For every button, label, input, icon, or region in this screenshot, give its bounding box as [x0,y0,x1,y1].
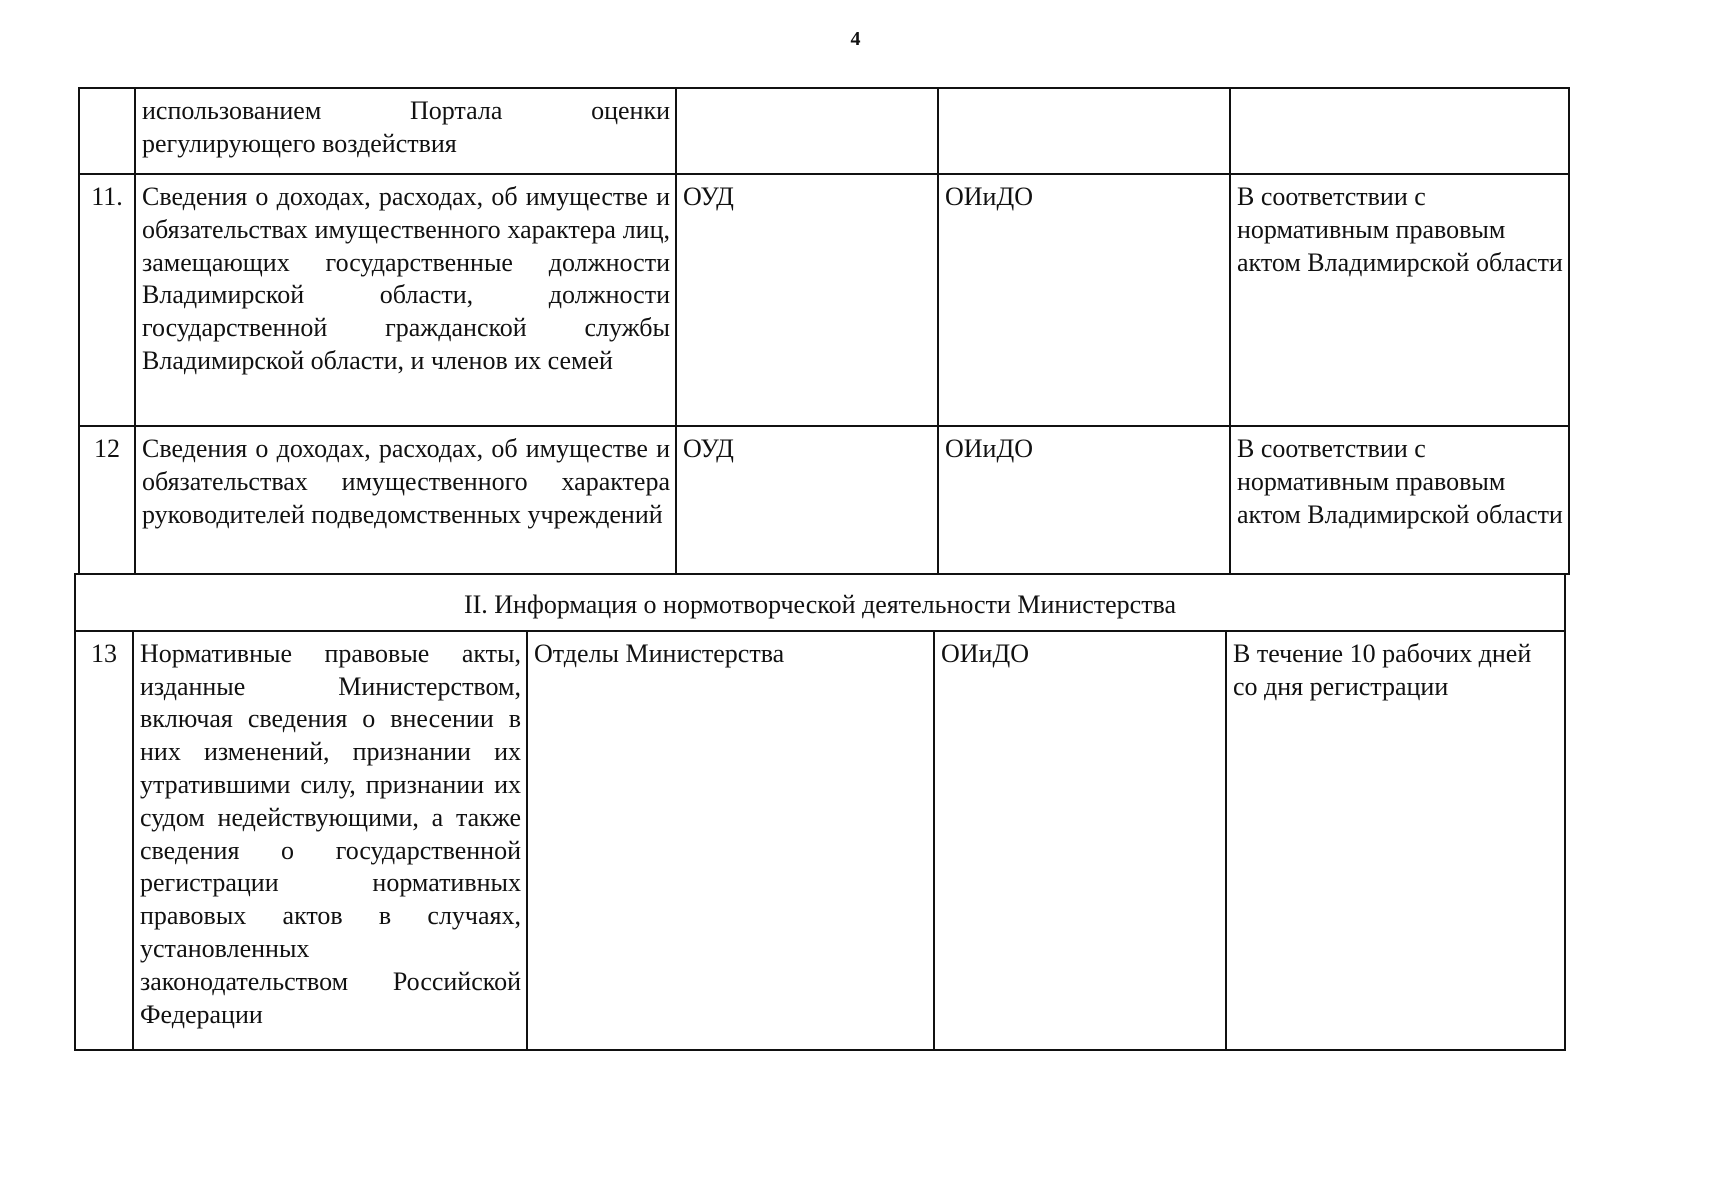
responsible-unit: Отделы Министерства [527,631,934,1050]
table-row [79,174,1569,426]
section-heading: II. Информация о нормотворческой деятельности Министерства [75,574,1565,631]
publishing-unit: ОИиДО [934,631,1226,1050]
responsible-unit [676,88,938,174]
row-number: 13 [75,631,133,1050]
publication-term [1230,88,1569,174]
info-description: Нормативные правовые акты, изданные Министерством, включая сведения о внесении в них изменений, признании их утратившими силу, признании их судом недействующими, а также сведения о государственной регистрации нормативных правовых актов в случаях, установленных законодательством Российской Федерации [133,631,527,1050]
info-table-part1 [78,87,1570,575]
info-description: использованием Портала оценки регулирующего воздействия [135,88,676,174]
publication-term: В соответствии с нормативным правовым актом Владимирской области [1230,174,1569,426]
responsible-unit: ОУД [676,426,938,574]
table-row [75,631,1565,1050]
publishing-unit [938,88,1230,174]
section-heading-row [75,574,1565,631]
publishing-unit: ОИиДО [938,426,1230,574]
publishing-unit: ОИиДО [938,174,1230,426]
table-row [79,88,1569,174]
page-number: 4 [850,28,861,50]
row-number [79,88,135,174]
info-description: Сведения о доходах, расходах, об имуществе и обязательствах имущественного характера лиц, замещающих государственные должности Владимирской области, должности государственной гражданской службы Владимирской области, и членов их семей [135,174,676,426]
info-table-part2 [74,573,1566,1051]
publication-term: В течение 10 рабочих дней со дня регистрации [1226,631,1565,1050]
row-number: 12 [79,426,135,574]
row-number: 11. [79,174,135,426]
responsible-unit: ОУД [676,174,938,426]
publication-term: В соответствии с нормативным правовым актом Владимирской области [1230,426,1569,574]
info-description: Сведения о доходах, расходах, об имуществе и обязательствах имущественного характера руководителей подведомственных учреждений [135,426,676,574]
table-row [79,426,1569,574]
